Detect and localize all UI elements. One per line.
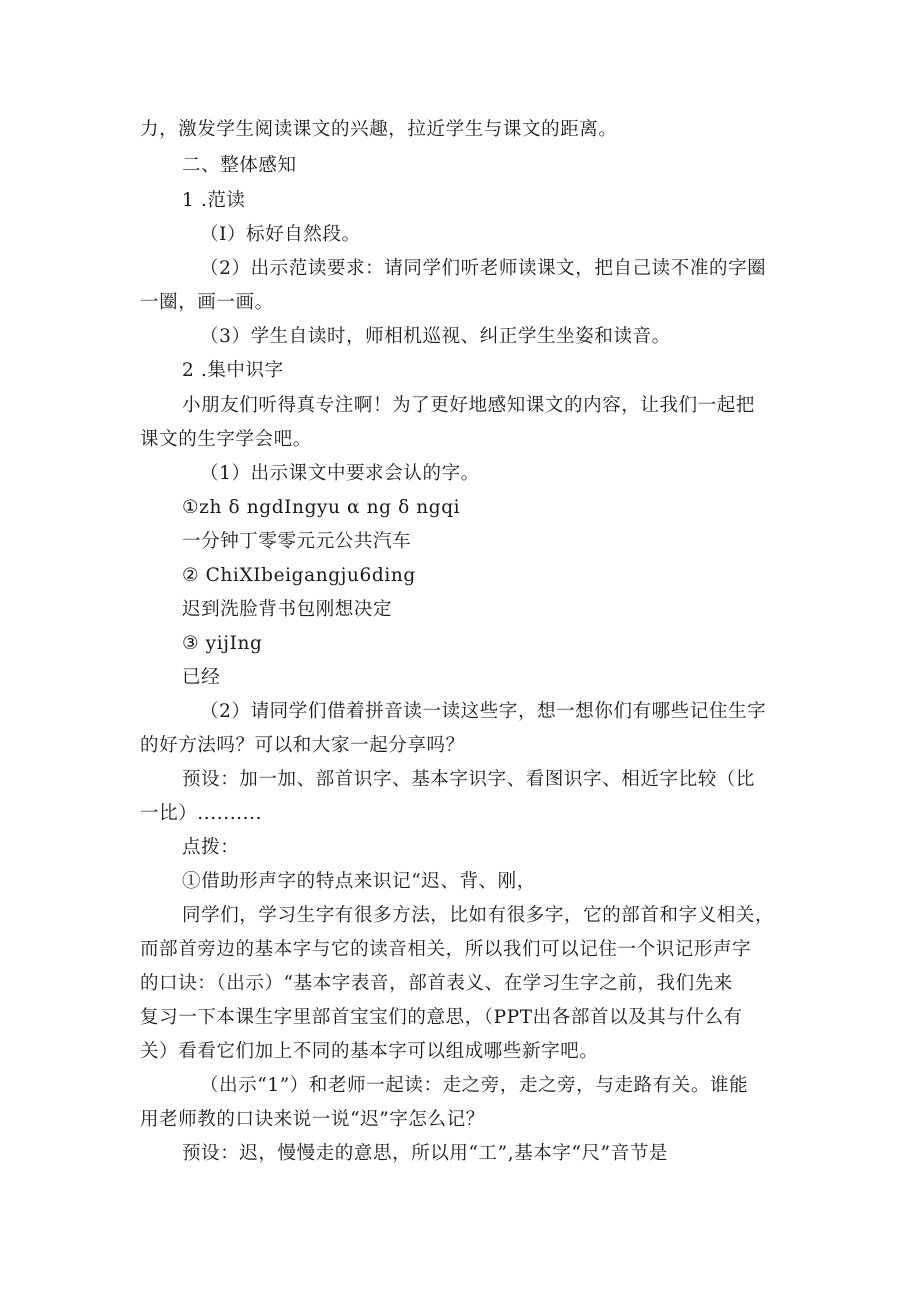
pinyin-line: ①zh δ ngdIngyu α ng δ ngqi	[182, 497, 461, 518]
paragraph-line: 的好方法吗？可以和大家一起分享吗？	[140, 735, 465, 756]
paragraph-line: 点拨：	[182, 837, 240, 858]
paragraph-line: ①借助形声字的特点来识记“迟、背、刚，	[182, 871, 536, 892]
list-item: （2）出示范读要求：请同学们听老师读课文，把自己读不准的字圈	[200, 258, 767, 279]
subsection-heading: 2 .集中识字	[182, 360, 284, 381]
pinyin-line: ② ChiXIbeigangju6ding	[182, 565, 416, 586]
paragraph-line: （出示“1”）和老师一起读：走之旁，走之旁，与走路有关。谁能	[200, 1075, 749, 1096]
pinyin-line: ③ yijIng	[182, 633, 263, 654]
paragraph-line: 的口诀：（出示）“基本字表音，部首表义、在学习生字之前，我们先来	[140, 973, 733, 994]
paragraph-line: 课文的生字学会吧。	[140, 429, 312, 450]
subsection-heading: 1 .范读	[182, 190, 246, 211]
character-line: 迟到洗脸背书包刚想决定	[182, 599, 393, 620]
paragraph-line: 同学们，学习生字有很多方法，比如有很多字，它的部首和字义相关，	[182, 905, 775, 926]
character-line: 已经	[182, 667, 221, 688]
section-heading: 二、整体感知	[182, 155, 297, 176]
list-item: （3）学生自读时，师相机巡视、纠正学生坐姿和读音。	[200, 326, 671, 347]
paragraph-line: 预设：加一加、部首识字、基本字识字、看图识字、相近字比较（比	[182, 769, 756, 790]
paragraph-line: 一圈，画一画。	[140, 292, 274, 313]
list-item: （2）请同学们借着拼音读一读这些字，想一想你们有哪些记住生字	[200, 701, 767, 722]
list-item: （1）出示课文中要求会认的字。	[200, 463, 480, 484]
list-item: （I）标好自然段。	[200, 224, 361, 245]
paragraph-line: 用老师教的口诀来说一说“迟”字怎么记？	[140, 1109, 485, 1130]
paragraph-line: 小朋友们听得真专注啊！为了更好地感知课文的内容，让我们一起把	[182, 395, 756, 416]
character-line: 一分钟丁零零元元公共汽车	[182, 531, 412, 552]
paragraph-line: 复习一下本课生字里部首宝宝们的意思，（PPT出各部首以及其与什么有	[140, 1007, 743, 1028]
paragraph-line: 而部首旁边的基本字与它的读音相关，所以我们可以记住一个识记形声字	[140, 939, 752, 960]
paragraph-line: 力，激发学生阅读课文的兴趣，拉近学生与课文的距离。	[140, 119, 618, 140]
paragraph-line: 关）看看它们加上不同的基本字可以组成哪些新字吧。	[140, 1041, 599, 1062]
paragraph-line: 一比）..........	[140, 803, 263, 824]
paragraph-line: 预设：迟，慢慢走的意思，所以用“工”,基本字“尺”音节是	[182, 1143, 669, 1164]
